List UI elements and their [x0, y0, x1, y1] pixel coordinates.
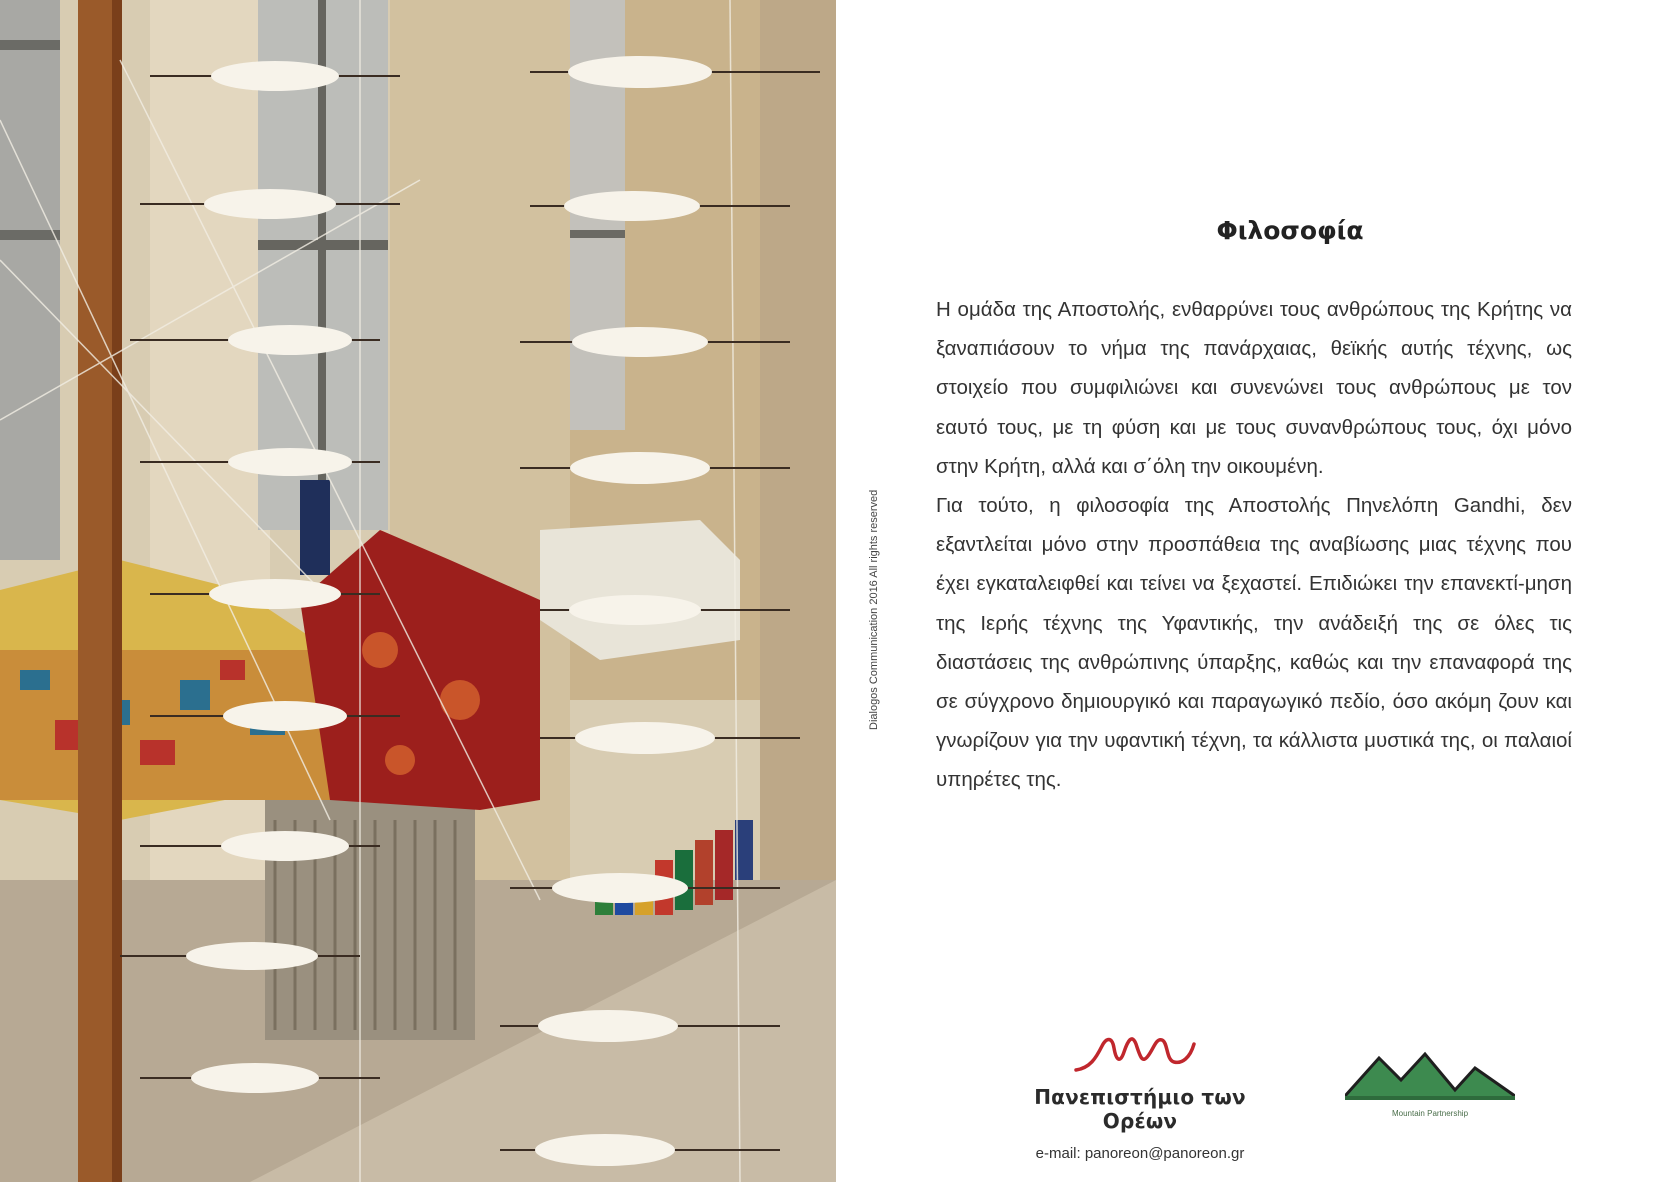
body-text	[936, 290, 1572, 800]
paragraph: Η ομάδα της Αποστολής, ενθαρρύνει τους ανθρώπους της Κρήτης να ξαναπιάσουν το νήμα της πανάρχαιας, θεϊκής αυτής τέχνης, ως στοιχείο που συμφιλιώνει και συνενώνει τους ανθρώπους με τον εαυτό τους, με τη φύση και με τους συνανθρώπους τους, όχι μόνο στην Κρήτη, αλλά και σ΄όλη την οικουμένη.	[936, 298, 1572, 478]
university-of-mountains-logo	[995, 1030, 1285, 1162]
page-title: Φιλοσοφία	[1216, 216, 1364, 245]
mountains-icon	[1345, 1050, 1515, 1104]
copyright-credit: Dialogos Communication 2016 All rights reserved	[868, 489, 880, 730]
mp-name: Mountain Partnership	[1391, 1109, 1469, 1118]
email-link[interactable]: e-mail: panoreon@panoreon.gr	[1035, 1145, 1245, 1162]
paragraph: Για τούτο, η φιλοσοφία της Αποστολής Πηνελόπη Gandhi, δεν εξαντλείται μόνο στην προσπάθεια της αναβίωσης μιας τέχνης που έχει εγκαταλειφθεί και τείνει να ξεχαστεί. Επιδιώκει την επανεκτί-μηση της Ιερής τέχνης της Υφαντικής, την ανάδειξή της σε όλες τις διαστάσεις της ανθρώπινης ύπαρξης, καθώς και την επαναφορά της σε σύγχρονο δημιουργικό και παραγωγικό πεδίο, όσο ακόμη ζουν και γνωρίζουν για την υφαντική τέχνη, τα κάλλιστα μυστικά της, οι παλαιοί υπηρέτες της.	[936, 494, 1572, 792]
uom-mountain-icon	[1070, 1030, 1210, 1078]
uom-name: Πανεπιστήμιο των Ορέων	[1034, 1085, 1246, 1133]
mountain-partnership-logo	[1340, 1050, 1520, 1118]
